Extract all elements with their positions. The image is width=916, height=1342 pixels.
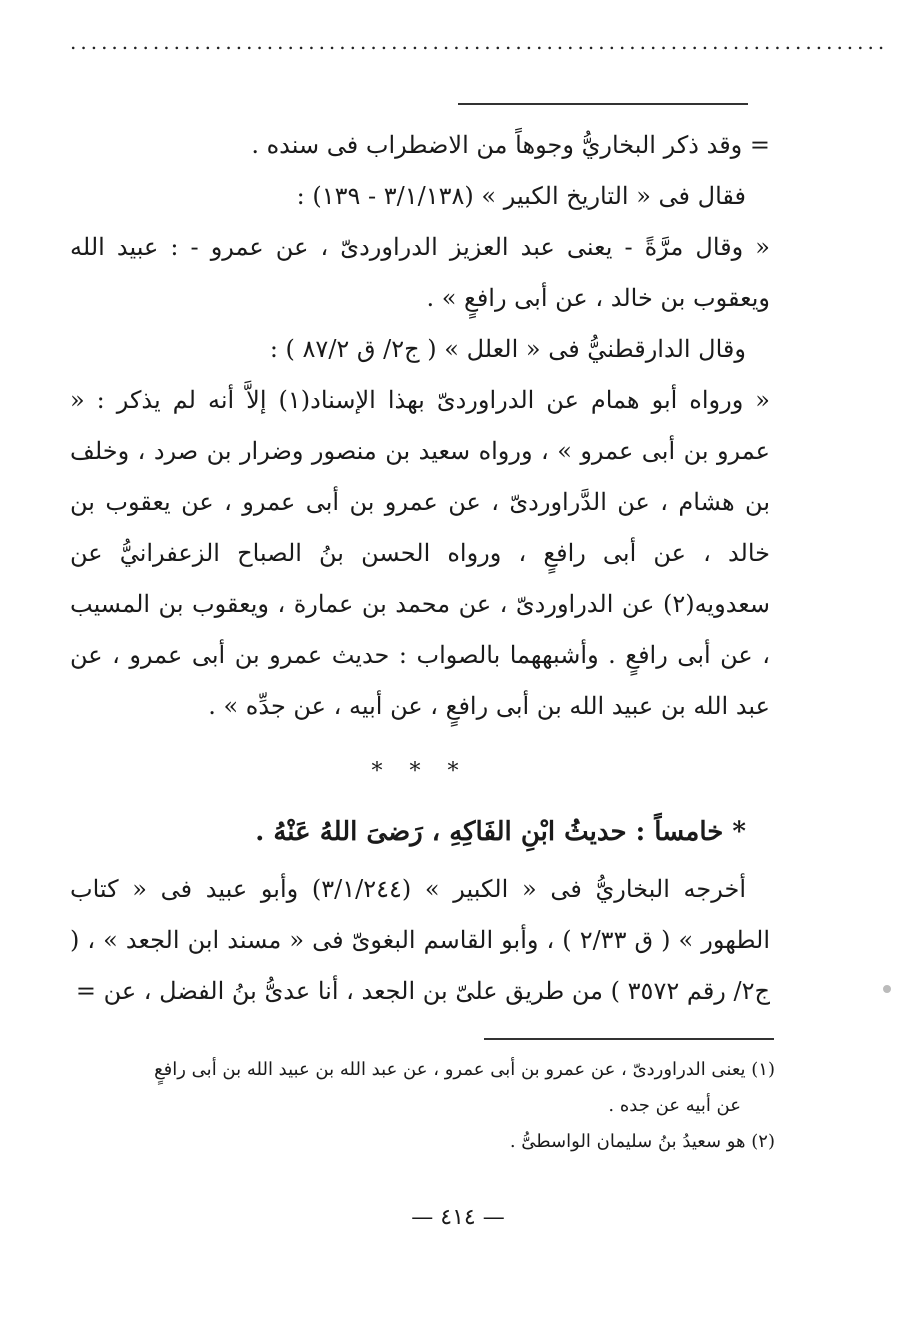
paragraph-2: فقال فى « التاريخ الكبير » (٣/١/١٣٨ - ١٣٩) :: [296, 182, 746, 210]
top-rule: [458, 103, 748, 105]
footnotes: [70, 1052, 775, 1160]
paragraph-5: « ورواه أبو همام عن الدراوردىّ بهذا الإسناد(١) إلاَّ أنه لم يذكر : « عمرو بن أبى عمرو » ، ورواه سعيد بن منصور وضرار بن صرد ، وخلف بن هشام ، عن الدَّراوردىّ ، عن عمرو بن أبى عمرو ، عن يعقوب بن خالد ، عن أبى رافعٍ ، ورواه الحسن بنُ الصباح الزعفرانيُّ عن سعدويه(٢) عن الدراوردىّ ، عن محمد بن عمارة ، ويعقوب بن المسيب ، عن أبى رافعٍ . وأشبههما بالصواب : حديث عمرو بن أبى عمرو ، عن عبد الله بن عبيد الله بن أبى رافعٍ ، عن أبيه ، عن جدِّه » .: [70, 386, 771, 720]
paragraph-4: وقال الدارقطنيُّ فى « العلل » ( ج٢/ ق ٨٧/٢ ) :: [269, 335, 746, 363]
section-stars: * * *: [371, 759, 469, 784]
paragraph-6: أخرجه البخاريُّ فى « الكبير » (٣/١/٢٤٤) وأبو عبيد فى « كتاب الطهور » ( ق ٢/٣٣ ) ، وأبو القاسم البغوىّ فى « مسند ابن الجعد » ، ( ج٢/ رقم ٣٥٧٢ ) من طريق علىّ بن الجعد ، أنا عدىُّ بنُ الفضل ، عن =: [70, 875, 770, 1005]
footnote-1: (١) يعنى الدراوردىّ ، عن عمرو بن أبى عمرو ، عن عبد الله بن عبيد الله بن أبى رافعٍ: [154, 1059, 775, 1080]
footnote-1-continuation: عن أبيه عن جده .: [608, 1095, 741, 1116]
paragraph-1: = وقد ذكر البخاريُّ وجوهاً من الاضطراب فى سنده .: [251, 131, 770, 159]
footnote-2: (٢) هو سعيدُ بنُ سليمان الواسطىُّ .: [509, 1131, 775, 1152]
paragraph-3: « وقال مرَّةً - يعنى عبد العزيز الدراوردىّ ، عن عمرو - : عبيد الله ويعقوب بن خالد ، عن أبى رافعٍ » .: [70, 233, 770, 312]
footnote-rule: [484, 1038, 774, 1040]
margin-mark: [883, 985, 891, 993]
section-heading: * خامساً : حديثُ ابْنِ الفَاكِهِ ، رَضىَ اللهُ عَنْهُ .: [255, 817, 746, 847]
page-number: — ٤١٤ —: [411, 1205, 505, 1230]
top-dotted-line: ...............................................................................: [70, 30, 889, 54]
main-text: [70, 120, 770, 1017]
